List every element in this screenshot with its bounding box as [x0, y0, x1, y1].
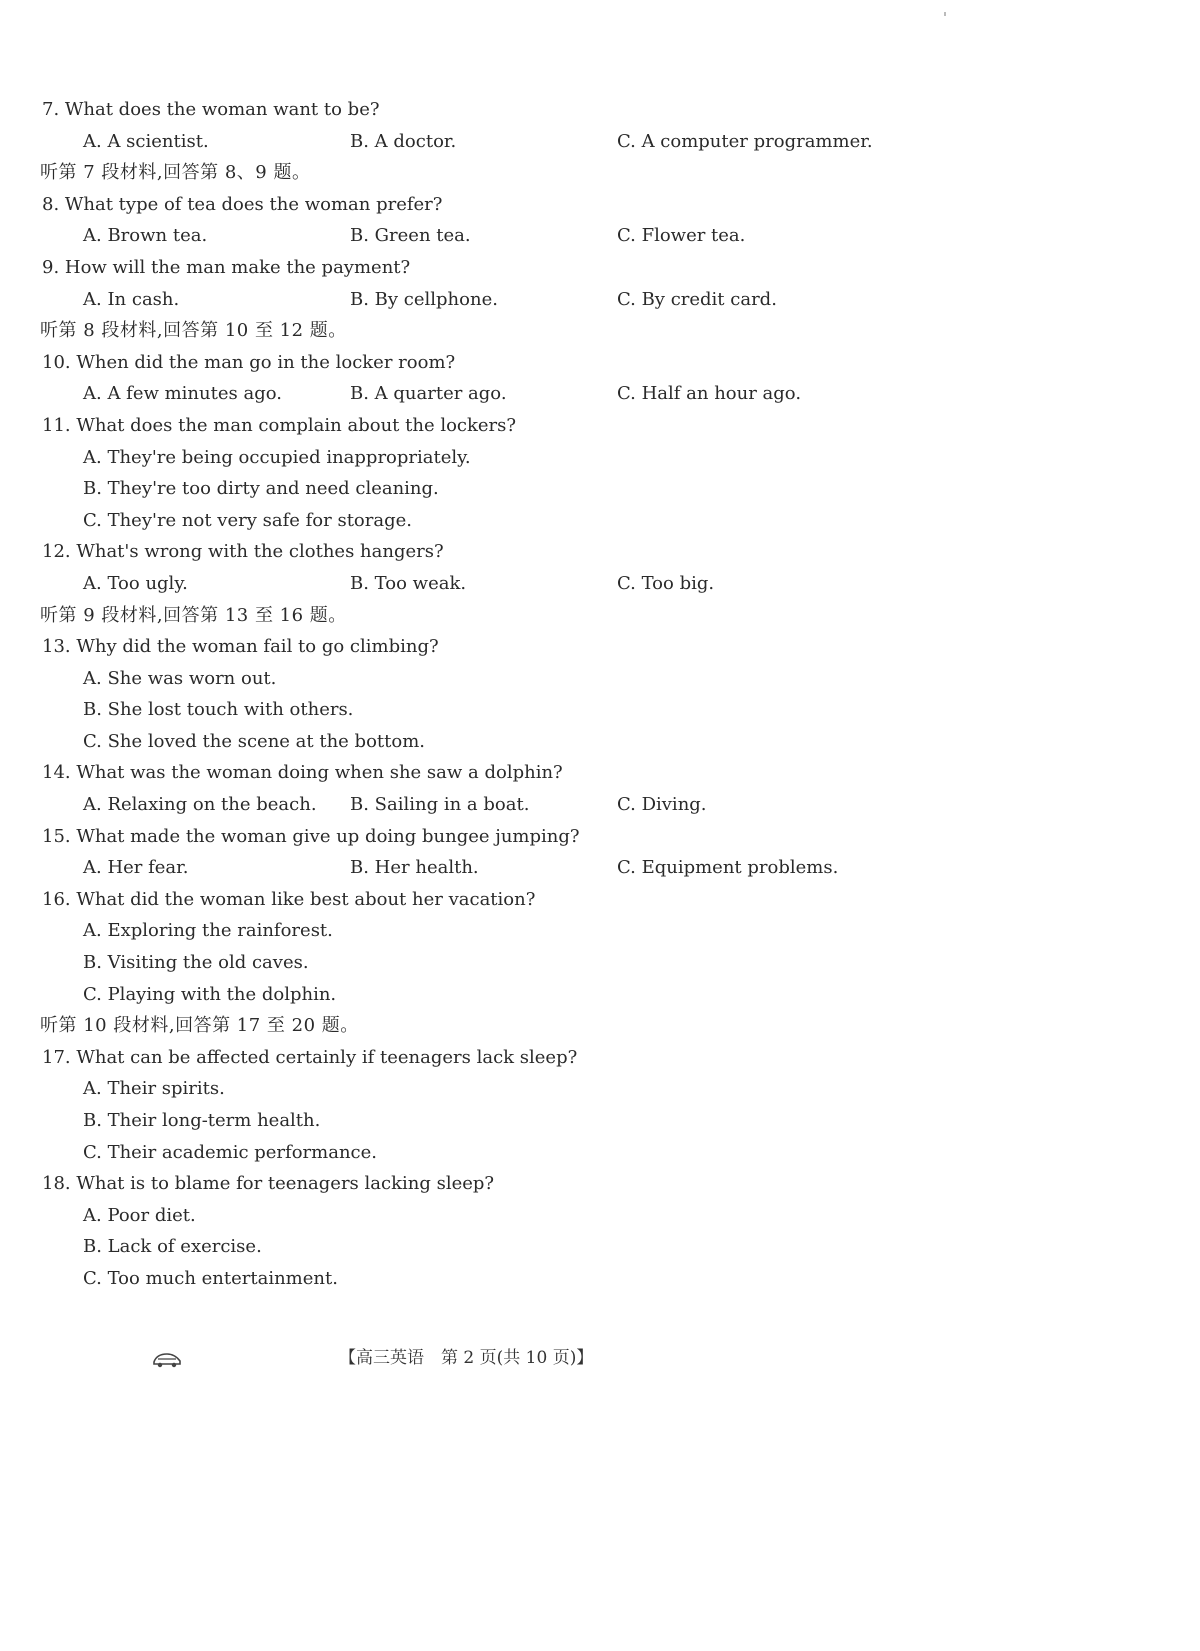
answer-option: A. She was worn out. [83, 667, 277, 689]
option-row [40, 126, 1160, 158]
option-row [40, 473, 1160, 505]
answer-option-c: C. Diving. [617, 794, 707, 816]
option-row [40, 789, 1160, 821]
answer-option-b: B. Her health. [350, 857, 479, 879]
option-row [40, 947, 1160, 979]
question-text: 14. What was the woman doing when she saw a dolphin? [42, 762, 563, 784]
answer-option-c: C. A computer programmer. [617, 130, 873, 152]
answer-option-a: A. Her fear. [83, 857, 189, 879]
answer-option: C. They're not very safe for storage. [83, 509, 412, 531]
page-footer [0, 1346, 1200, 1376]
option-row [40, 442, 1160, 474]
question-text: 12. What's wrong with the clothes hangers? [42, 541, 444, 563]
section-instruction: 听第 10 段材料,回答第 17 至 20 题。 [40, 1015, 359, 1037]
option-row [40, 979, 1160, 1011]
answer-option-c: C. Half an hour ago. [617, 383, 802, 405]
answer-option: C. She loved the scene at the bottom. [83, 730, 426, 752]
option-row [40, 220, 1160, 252]
question-text: 8. What type of tea does the woman prefer? [42, 193, 443, 215]
answer-option-b: B. A doctor. [350, 130, 457, 152]
answer-option: C. Their academic performance. [83, 1141, 377, 1163]
option-row [40, 726, 1160, 758]
section-instruction: 听第 7 段材料,回答第 8、9 题。 [40, 162, 311, 184]
answer-option: A. They're being occupied inappropriately. [83, 446, 471, 468]
answer-option: C. Too much entertainment. [83, 1267, 338, 1289]
option-row [40, 1073, 1160, 1105]
answer-option-b: B. By cellphone. [350, 288, 498, 310]
answer-option: A. Their spirits. [83, 1078, 225, 1100]
question-text: 9. How will the man make the payment? [42, 256, 411, 278]
answer-option: A. Poor diet. [83, 1204, 196, 1226]
option-row [40, 505, 1160, 537]
answer-option-a: A. Too ugly. [83, 572, 188, 594]
answer-option-b: B. Too weak. [350, 572, 467, 594]
question-text: 13. Why did the woman fail to go climbing? [42, 636, 439, 658]
answer-option-c: C. By credit card. [617, 288, 777, 310]
question-text: 15. What made the woman give up doing bungee jumping? [42, 825, 580, 847]
answer-option-b: B. Green tea. [350, 225, 471, 247]
answer-option-c: C. Too big. [617, 572, 715, 594]
question-list [40, 94, 1160, 1295]
answer-option: C. Playing with the dolphin. [83, 983, 337, 1005]
question-text: 18. What is to blame for teenagers lacking sleep? [42, 1173, 495, 1195]
answer-option-a: A. Relaxing on the beach. [83, 794, 317, 816]
question-text: 10. When did the man go in the locker room? [42, 351, 456, 373]
answer-option: B. She lost touch with others. [83, 699, 354, 721]
option-row [40, 1200, 1160, 1232]
question-text: 7. What does the woman want to be? [42, 99, 380, 120]
car-logo-icon [152, 1350, 182, 1368]
option-row [40, 915, 1160, 947]
page-footer-label: 【高三英语 第 2 页(共 10 页)】 [339, 1348, 594, 1368]
answer-option: B. Lack of exercise. [83, 1236, 262, 1258]
section-instruction: 听第 8 段材料,回答第 10 至 12 题。 [40, 320, 347, 342]
option-row [40, 663, 1160, 695]
option-row [40, 1231, 1160, 1263]
answer-option-a: A. A few minutes ago. [83, 383, 282, 405]
answer-option-c: C. Flower tea. [617, 225, 746, 247]
answer-option-a: A. In cash. [83, 288, 180, 310]
scan-speck [944, 12, 946, 16]
question-text: 11. What does the man complain about the lockers? [42, 414, 517, 436]
answer-option-a: A. A scientist. [83, 130, 209, 152]
option-row [40, 852, 1160, 884]
option-row [40, 568, 1160, 600]
answer-option: A. Exploring the rainforest. [83, 920, 333, 942]
question-text: 16. What did the woman like best about her vacation? [42, 888, 536, 910]
answer-option: B. Visiting the old caves. [83, 952, 309, 974]
option-row [40, 1263, 1160, 1295]
option-row [40, 694, 1160, 726]
answer-option: B. They're too dirty and need cleaning. [83, 478, 439, 500]
option-row [40, 1137, 1160, 1169]
answer-option-a: A. Brown tea. [83, 225, 208, 247]
option-row [40, 284, 1160, 316]
question-text: 17. What can be affected certainly if teenagers lack sleep? [42, 1046, 578, 1068]
answer-option: B. Their long-term health. [83, 1110, 321, 1131]
answer-option-b: B. Sailing in a boat. [350, 794, 530, 816]
section-instruction: 听第 9 段材料,回答第 13 至 16 题。 [40, 604, 347, 626]
option-row [40, 1105, 1160, 1137]
option-row [40, 378, 1160, 410]
answer-option-b: B. A quarter ago. [350, 383, 507, 405]
answer-option-c: C. Equipment problems. [617, 857, 839, 879]
